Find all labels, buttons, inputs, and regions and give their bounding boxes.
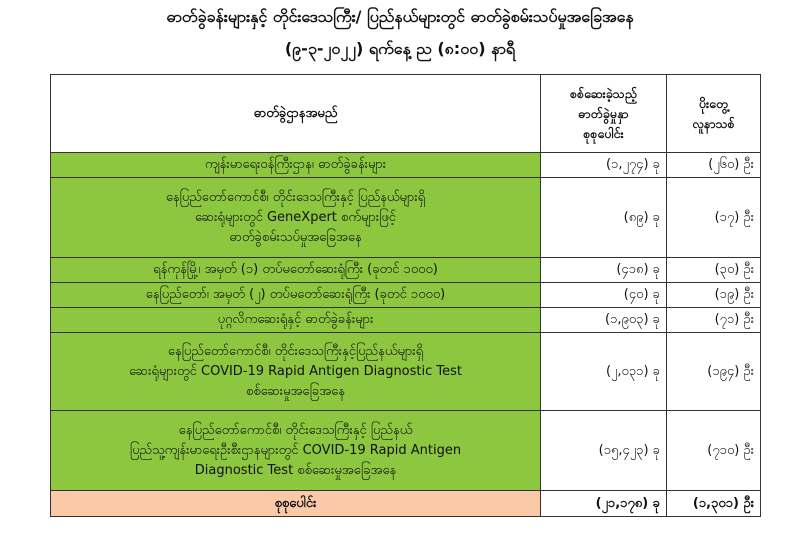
- table-row: [51, 308, 761, 333]
- lab-name-line: Diagnostic Test စစ်ဆေးမှုအခြေအနေ: [194, 462, 397, 478]
- testing-summary-table: [50, 74, 761, 517]
- positive-count-cell: (၁၉) ဦး: [667, 283, 761, 308]
- lab-name-cell: [51, 411, 541, 491]
- column-header-positive-line: လူနာသစ်: [692, 115, 735, 131]
- lab-name-line: နေပြည်တော်၊ အမှတ် (၂) တပ်မတော်ဆေးရုံကြီး (ခုတင် ၁၀၀၀): [145, 287, 446, 302]
- lab-name-line: ဓာတ်ခွဲစမ်းသပ်မှုအခြေအနေ: [229, 229, 362, 245]
- lab-name-cell: [51, 333, 541, 411]
- column-header-positive-line: ပိုးတွေ့: [698, 95, 729, 111]
- total-tested-cell: (၂၁,၁၇၈) ခု: [541, 491, 667, 517]
- positive-count-cell: (၃၀) ဦး: [667, 258, 761, 283]
- total-positive-cell: (၁,၃၀၁) ဦး: [667, 491, 761, 517]
- lab-name-line: ကျန်းမာရေးဝန်ကြီးဌာန၊ ဓာတ်ခွဲခန်းများ: [204, 157, 387, 172]
- table-row: [51, 283, 761, 308]
- lab-name-cell: [51, 283, 541, 308]
- positive-count-cell: (၇၁) ဦး: [667, 308, 761, 333]
- positive-count-cell: (၂၆၀) ဦး: [667, 153, 761, 178]
- table-row: [51, 153, 761, 178]
- table-row: [51, 333, 761, 411]
- lab-name-line: ရန်ကုန်မြို့၊ အမှတ် (၁) တပ်မတော်ဆေးရုံကြီး (ခုတင် ၁၀၀၀): [153, 262, 438, 277]
- lab-name-cell: [51, 153, 541, 178]
- lab-name-cell: [51, 258, 541, 283]
- lab-name-line: ပုဂ္ဂလိကဆေးရုံနှင့် ဓာတ်ခွဲခန်းများ: [217, 312, 374, 327]
- tested-count-cell: (၁,၂၇၄) ခု: [541, 153, 667, 178]
- positive-count-cell: (၁၇) ဦး: [667, 178, 761, 258]
- report-title: ဓာတ်ခွဲခန်းများနှင့် တိုင်းဒေသကြီး/ ပြည်နယ်များတွင် ဓာတ်ခွဲစမ်းသပ်မှုအခြေအနေ: [166, 7, 634, 26]
- table-row: [51, 411, 761, 491]
- tested-count-cell: (၄၀) ခု: [541, 283, 667, 308]
- tested-count-cell: (၈၉) ခု: [541, 178, 667, 258]
- column-header-tested-line: စစ်ဆေးခဲ့သည့်: [570, 85, 637, 101]
- positive-count-cell: (၇၁၀) ဦး: [667, 411, 761, 491]
- column-header-lab-name: ဓာတ်ခွဲဌာနအမည်: [51, 75, 541, 153]
- lab-name-line: ပြည်သူ့ကျန်းမာရေးဦးစီးဌာနများတွင် COVID-19 Rapid Antigen: [129, 442, 462, 458]
- table-header-row: [51, 75, 761, 153]
- column-header-tested-line: စုစုပေါင်း: [583, 125, 624, 141]
- report-date: (၉-၃-၂၀၂၂) ရက်နေ့ ည (၈:၀၀) နာရီ: [284, 39, 516, 58]
- total-label-cell: စုစုပေါင်း: [51, 491, 541, 517]
- lab-name-cell: [51, 308, 541, 333]
- lab-name-line: နေပြည်တော်ကောင်စီ၊ တိုင်းဒေသကြီးနှင့် ပြည်နယ်: [178, 422, 413, 438]
- tested-count-cell: (၁,၉၀၃) ခု: [541, 308, 667, 333]
- lab-name-line: စစ်ဆေးမှုအခြေအနေ: [246, 383, 345, 399]
- total-row: [51, 491, 761, 517]
- table-row: [51, 258, 761, 283]
- column-header-tested-line: ဓာတ်ခွဲမှုနှာ: [578, 105, 629, 121]
- tested-count-cell: (၄၁၈) ခု: [541, 258, 667, 283]
- lab-name-line: နေပြည်တော်ကောင်စီ၊ တိုင်းဒေသကြီးနှင့်ပြည်နယ်များရှိ: [167, 343, 424, 359]
- table-row: [51, 178, 761, 258]
- positive-count-cell: (၁၉၄) ဦး: [667, 333, 761, 411]
- lab-name-line: ဆေးရုံများတွင် GeneXpert စက်များဖြင့်: [194, 209, 397, 225]
- column-header-tested: [541, 75, 667, 153]
- column-header-positive: [667, 75, 761, 153]
- lab-name-cell: [51, 178, 541, 258]
- tested-count-cell: (၁၅,၄၂၃) ခု: [541, 411, 667, 491]
- lab-name-line: ဆေးရုံများတွင် COVID-19 Rapid Antigen Diagnostic Test: [128, 363, 463, 379]
- lab-name-line: နေပြည်တော်ကောင်စီ၊ တိုင်းဒေသကြီးနှင့် ပြည်နယ်များရှိ: [165, 189, 426, 205]
- tested-count-cell: (၂,၀၃၁) ခု: [541, 333, 667, 411]
